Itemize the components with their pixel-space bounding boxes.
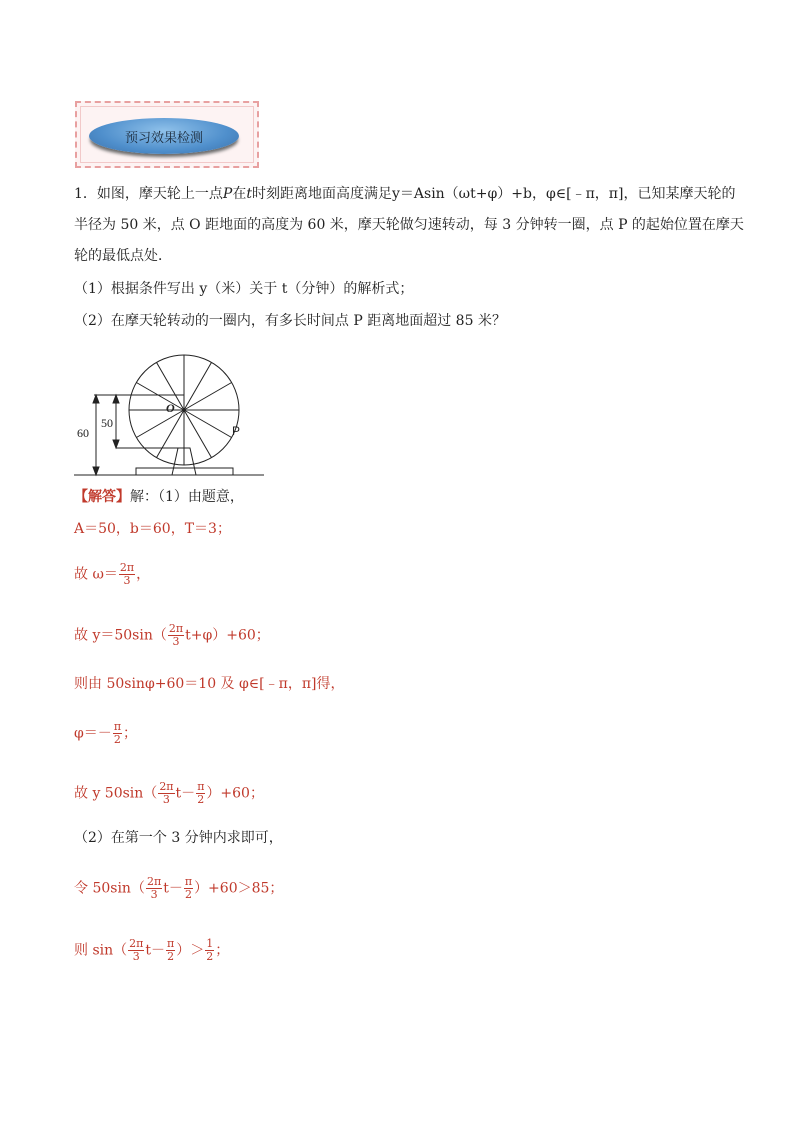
fraction (158, 781, 174, 806)
math-text: ； (215, 942, 230, 959)
label-60: 60 (77, 426, 89, 440)
denominator: 2 (197, 793, 205, 806)
math-text: ； (123, 725, 138, 742)
answer-line-5 (74, 721, 137, 746)
math-text: φ＝－ (74, 725, 112, 742)
denominator: 3 (123, 574, 131, 587)
numerator: π (167, 937, 175, 950)
var-t: t (246, 186, 252, 202)
question-line-2: 半径为 50 米，点 O 距地面的高度为 60 米，摩天轮做匀速转动，每 3 分钟转一圈，点 P 的起始位置在摩天 (74, 217, 744, 233)
denominator: 2 (184, 888, 192, 901)
fraction (113, 721, 122, 746)
section-badge-frame (75, 101, 259, 168)
question-line-3: 轮的最低点处． (74, 248, 172, 264)
answer-line-3 (74, 623, 270, 648)
denominator: 2 (113, 733, 121, 746)
math-text: ， (136, 566, 151, 583)
arrow-up-50 (113, 395, 119, 403)
question-formula: y＝Asin（ωt+φ）+b，φ∈[﹣π，π]，已知某摩天轮的 (391, 186, 736, 202)
question-part-2: （2）在摩天轮转动的一圈内，有多长时间点 P 距离地面超过 85 米？ (74, 313, 506, 329)
arrow-up-60 (93, 395, 99, 403)
question-number: 1． (74, 186, 97, 202)
label-p: P (232, 424, 241, 438)
numerator: 2π (168, 622, 184, 635)
answer-label: 【解答】 (74, 489, 130, 505)
numerator: 2π (129, 937, 144, 950)
fraction (168, 623, 184, 648)
math-text: t+φ）+60； (185, 627, 270, 644)
fraction (184, 876, 193, 901)
label-50: 50 (101, 416, 113, 430)
denominator: 3 (132, 950, 140, 963)
numerator: π (113, 720, 122, 733)
denominator: 3 (150, 888, 158, 901)
answer-intro (74, 487, 244, 507)
section-badge-text: 预习效果检测 (124, 131, 203, 146)
question-text: 时刻距离地面高度满足 (251, 186, 392, 202)
math-text: 故 ω＝ (74, 566, 118, 583)
answer-line-2 (74, 562, 150, 587)
fraction (146, 876, 162, 901)
section-badge (89, 118, 239, 154)
fraction (119, 562, 135, 587)
math-text: 令 50sin（ (74, 880, 145, 897)
math-text: 故 y＝50sin（ (74, 627, 167, 644)
arrow-down-60 (93, 467, 99, 475)
denominator: 3 (172, 635, 180, 648)
answer-intro-text: 解：（1）由题意， (130, 489, 244, 505)
math-text: 故 y 50sin（ (74, 785, 158, 802)
numerator: 2π (159, 780, 174, 793)
question-part-1: （1）根据条件写出 y（米）关于 t（分钟）的解析式； (74, 281, 414, 297)
fraction (196, 781, 205, 806)
math-text: ）+60； (206, 785, 264, 802)
answer-line-4: 则由 50sinφ+60＝10 及 φ∈[﹣π，π]得， (74, 676, 345, 692)
question-line-1 (74, 184, 735, 204)
answer-line-8 (74, 876, 283, 901)
numerator: 2π (119, 561, 135, 574)
math-text: ）+60＞85； (194, 880, 284, 897)
wheel-base (136, 468, 233, 475)
answer-line-7: （2）在第一个 3 分钟内求即可， (74, 830, 283, 846)
question-text: 如图，摩天轮上一点 (96, 186, 223, 202)
numerator: 1 (206, 937, 214, 950)
math-text: t－ (175, 785, 196, 802)
point-p: P (222, 186, 233, 202)
fraction (166, 938, 175, 963)
label-o: O (166, 401, 175, 415)
ferris-wheel-figure (74, 340, 274, 480)
math-text: t－ (163, 880, 183, 897)
fraction (128, 938, 144, 963)
math-text: 则 sin（ (74, 942, 128, 959)
denominator: 2 (206, 950, 214, 963)
numerator: 2π (146, 875, 162, 888)
numerator: π (197, 780, 205, 793)
denominator: 3 (162, 793, 170, 806)
numerator: π (184, 875, 193, 888)
answer-line-6 (74, 781, 264, 806)
math-text: ）＞ (176, 942, 205, 959)
answer-line-9 (74, 938, 229, 963)
fraction (205, 938, 214, 963)
question-text: 在 (232, 186, 247, 202)
denominator: 2 (167, 950, 175, 963)
math-text: t－ (145, 942, 166, 959)
answer-line-1: A＝50，b＝60，T＝3； (74, 521, 231, 537)
arrow-down-50 (113, 440, 119, 448)
